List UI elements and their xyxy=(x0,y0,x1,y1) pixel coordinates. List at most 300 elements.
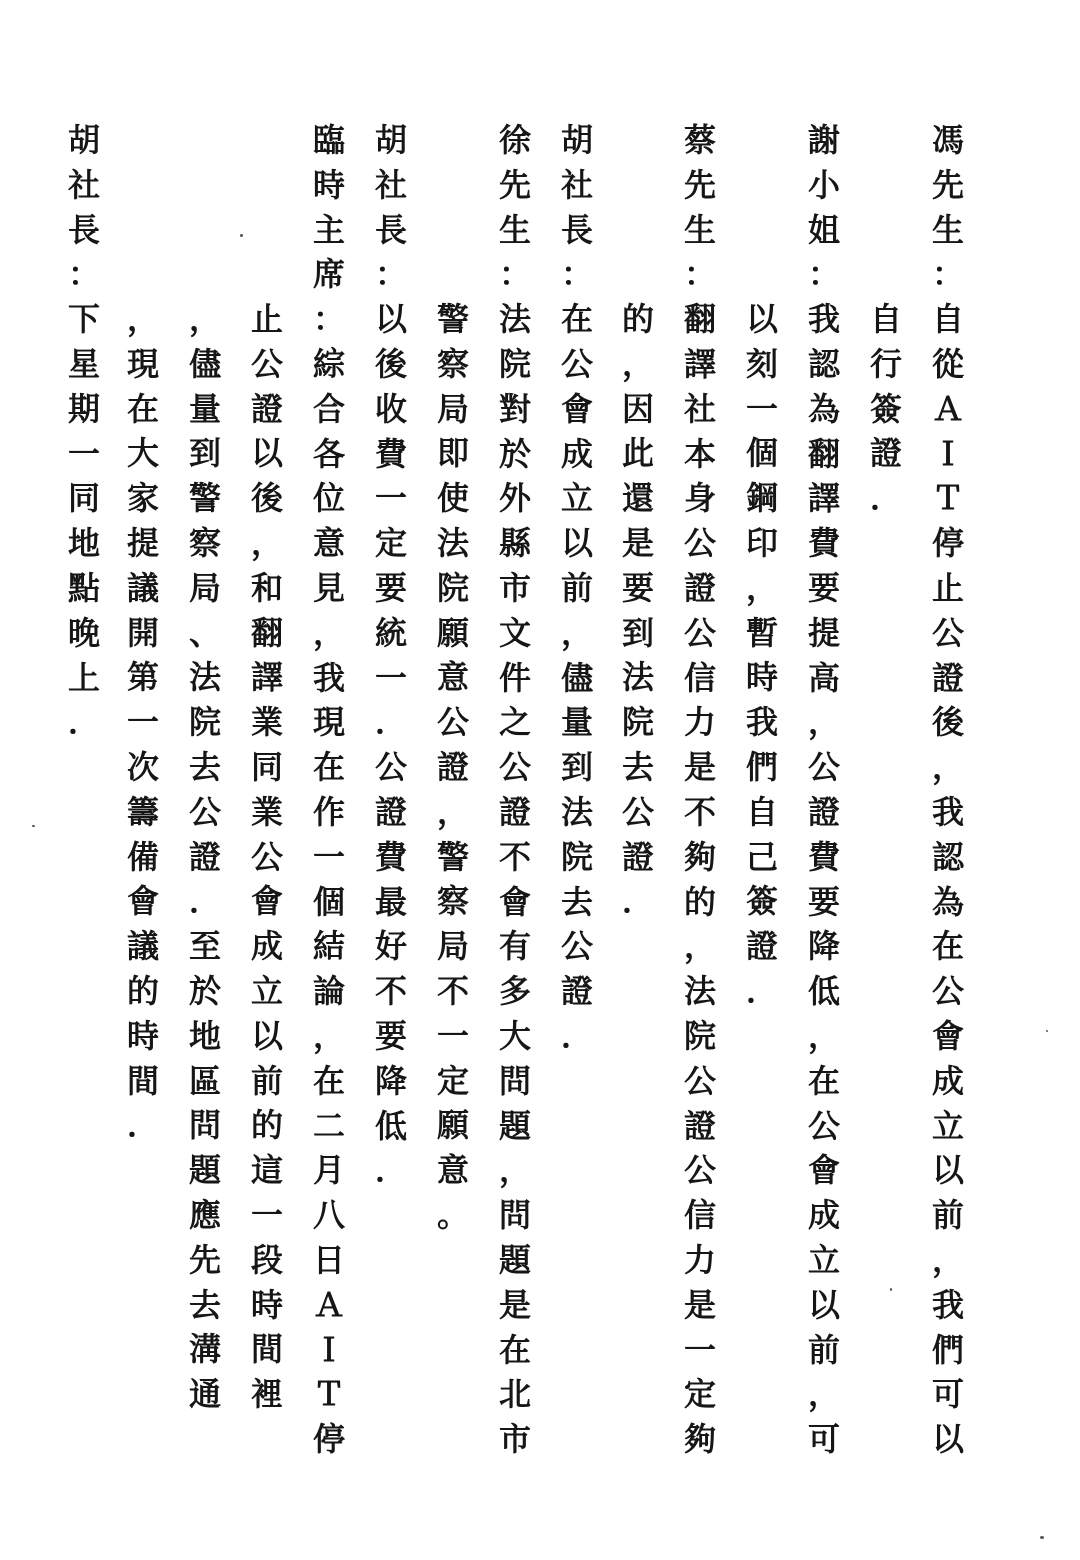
glyph: 通 xyxy=(188,1375,221,1414)
glyph: 各 xyxy=(312,434,345,473)
glyph: 公 xyxy=(931,972,964,1011)
glyph: 大 xyxy=(126,434,159,473)
glyph: 我 xyxy=(931,1285,964,1324)
glyph: 第 xyxy=(126,658,159,697)
glyph: 前 xyxy=(250,1061,283,1100)
glyph: ． xyxy=(869,479,902,518)
glyph: ． xyxy=(67,703,100,742)
glyph: 個 xyxy=(745,434,778,473)
glyph: ． xyxy=(745,971,778,1010)
glyph: 以 xyxy=(931,1420,964,1459)
glyph: 費 xyxy=(807,524,840,563)
glyph: Ｉ xyxy=(931,434,964,473)
glyph: 前 xyxy=(560,568,593,607)
glyph: 生 xyxy=(683,210,716,249)
glyph: 們 xyxy=(745,747,778,786)
glyph: ， xyxy=(188,300,221,338)
glyph: 公 xyxy=(931,613,964,652)
glyph: 警 xyxy=(188,479,221,518)
glyph: 期 xyxy=(67,389,100,428)
glyph: 鋼 xyxy=(745,479,778,518)
glyph: 立 xyxy=(807,1240,840,1279)
glyph: 儘 xyxy=(188,344,221,383)
glyph: ． xyxy=(126,1106,159,1145)
text-column xyxy=(430,297,476,1238)
glyph: 間 xyxy=(250,1330,283,1369)
glyph: 暫 xyxy=(745,613,778,652)
glyph: 是 xyxy=(683,1285,716,1324)
glyph: 個 xyxy=(312,882,345,921)
glyph: 費 xyxy=(374,434,407,473)
glyph: 譯 xyxy=(683,344,716,383)
glyph: 院 xyxy=(560,837,593,876)
glyph: 議 xyxy=(126,927,159,966)
glyph: 先 xyxy=(498,165,531,204)
glyph: 認 xyxy=(931,837,964,876)
glyph: 問 xyxy=(498,1061,531,1100)
glyph: 會 xyxy=(126,882,159,921)
glyph: 收 xyxy=(374,389,407,428)
glyph: 合 xyxy=(312,389,345,428)
glyph: 使 xyxy=(436,479,469,518)
glyph: 時 xyxy=(126,1016,159,1055)
glyph: 院 xyxy=(188,703,221,742)
text-column xyxy=(368,118,414,1193)
glyph: 為 xyxy=(931,882,964,921)
glyph: 意 xyxy=(436,658,469,697)
glyph: 大 xyxy=(498,1016,531,1055)
glyph: 應 xyxy=(188,1195,221,1234)
glyph: 於 xyxy=(188,971,221,1010)
glyph: 間 xyxy=(126,1061,159,1100)
glyph: 法 xyxy=(621,658,654,697)
glyph: 定 xyxy=(436,1061,469,1100)
glyph: 作 xyxy=(312,792,345,831)
glyph: 願 xyxy=(436,1106,469,1145)
glyph: 可 xyxy=(931,1375,964,1414)
glyph: 公 xyxy=(683,613,716,652)
glyph: 題 xyxy=(498,1106,531,1145)
glyph: 見 xyxy=(312,568,345,607)
glyph: 止 xyxy=(931,568,964,607)
glyph: 公 xyxy=(683,524,716,563)
glyph: ， xyxy=(745,568,778,607)
glyph: 公 xyxy=(807,748,840,787)
glyph: 成 xyxy=(807,1196,840,1235)
glyph: 我 xyxy=(931,792,964,831)
glyph: 印 xyxy=(745,523,778,562)
glyph: ， xyxy=(807,1016,840,1055)
glyph: 謝 xyxy=(807,121,840,159)
glyph: Ａ xyxy=(931,389,964,428)
glyph: 最 xyxy=(374,882,407,921)
glyph: 院 xyxy=(621,703,654,742)
glyph: ． xyxy=(374,1151,407,1190)
glyph: 法 xyxy=(436,523,469,562)
glyph: 立 xyxy=(931,1106,964,1145)
glyph: 簽 xyxy=(869,389,902,428)
glyph: 的 xyxy=(250,1106,283,1145)
glyph: 一 xyxy=(250,1195,283,1234)
glyph: 議 xyxy=(126,568,159,607)
glyph: ， xyxy=(560,613,593,652)
glyph: 。 xyxy=(436,1195,469,1234)
glyph: 夠 xyxy=(683,837,716,876)
glyph: 問 xyxy=(188,1106,221,1145)
scan-speck xyxy=(1040,1536,1044,1539)
glyph: 證 xyxy=(745,927,778,966)
glyph: 自 xyxy=(931,300,964,339)
glyph: 件 xyxy=(498,658,531,697)
glyph: 統 xyxy=(374,613,407,652)
glyph: 後 xyxy=(250,479,283,518)
glyph: 備 xyxy=(126,837,159,876)
glyph: 夠 xyxy=(683,1420,716,1459)
glyph: 停 xyxy=(312,1420,345,1459)
glyph: 馮 xyxy=(931,121,964,159)
glyph: 翻 xyxy=(807,434,840,473)
glyph: 去 xyxy=(188,1285,221,1324)
glyph: 二 xyxy=(312,1106,345,1145)
glyph: 的 xyxy=(126,971,159,1010)
glyph: 要 xyxy=(807,882,840,921)
text-column xyxy=(925,118,971,1462)
text-column xyxy=(244,297,290,1417)
glyph: 要 xyxy=(374,568,407,607)
glyph: 生 xyxy=(931,210,964,249)
glyph: 從 xyxy=(931,344,964,383)
glyph: 法 xyxy=(560,792,593,831)
glyph: 證 xyxy=(931,658,964,697)
glyph: 的 xyxy=(683,882,716,921)
glyph: 時 xyxy=(250,1285,283,1324)
glyph: 以 xyxy=(807,1285,840,1324)
glyph: 警 xyxy=(436,300,469,338)
glyph: 我 xyxy=(312,658,345,697)
glyph: 們 xyxy=(931,1330,964,1369)
glyph: 蔡 xyxy=(683,121,716,159)
scan-speck xyxy=(240,234,243,237)
glyph: 月 xyxy=(312,1151,345,1190)
glyph: 會 xyxy=(560,389,593,428)
glyph: 社 xyxy=(683,389,716,428)
text-column xyxy=(677,118,723,1462)
glyph: 量 xyxy=(188,389,221,428)
glyph: 的 xyxy=(621,300,654,338)
glyph: 會 xyxy=(250,882,283,921)
glyph: 會 xyxy=(498,882,531,921)
glyph: 此 xyxy=(621,434,654,473)
glyph: 、 xyxy=(188,613,221,652)
glyph: 在 xyxy=(312,748,345,787)
glyph: Ａ xyxy=(312,1285,345,1324)
glyph: 題 xyxy=(498,1240,531,1279)
glyph: 在 xyxy=(560,300,593,339)
glyph: 家 xyxy=(126,479,159,518)
glyph: Ｔ xyxy=(312,1375,345,1414)
glyph: ， xyxy=(931,748,964,787)
glyph: 證 xyxy=(560,972,593,1011)
glyph: 一 xyxy=(683,1330,716,1369)
glyph: 信 xyxy=(683,1196,716,1235)
glyph: 公 xyxy=(188,792,221,831)
glyph: 臨 xyxy=(312,121,345,159)
glyph: 一 xyxy=(67,434,100,473)
glyph: 意 xyxy=(436,1151,469,1190)
glyph: 證 xyxy=(436,747,469,786)
glyph: 社 xyxy=(560,165,593,204)
glyph: 同 xyxy=(67,479,100,518)
glyph: ， xyxy=(498,1151,531,1190)
glyph: 開 xyxy=(126,613,159,652)
glyph: 前 xyxy=(931,1196,964,1235)
glyph: 公 xyxy=(374,748,407,787)
glyph: 還 xyxy=(621,479,654,518)
glyph: 證 xyxy=(807,792,840,831)
glyph: 證 xyxy=(250,389,283,428)
glyph: 院 xyxy=(498,344,531,383)
glyph: 不 xyxy=(436,971,469,1010)
glyph: 在 xyxy=(126,389,159,428)
glyph: 立 xyxy=(560,479,593,518)
glyph: 社 xyxy=(67,165,100,204)
glyph: 力 xyxy=(683,1240,716,1279)
glyph: 論 xyxy=(312,972,345,1011)
glyph: 去 xyxy=(188,747,221,786)
glyph: ， xyxy=(312,1016,345,1055)
glyph: 胡 xyxy=(67,121,100,159)
glyph: 不 xyxy=(498,837,531,876)
scan-speck xyxy=(32,825,35,827)
glyph: 院 xyxy=(683,1016,716,1055)
glyph: 公 xyxy=(621,792,654,831)
glyph: 不 xyxy=(374,972,407,1011)
glyph: 一 xyxy=(374,658,407,697)
scan-speck xyxy=(890,1288,892,1291)
glyph: 院 xyxy=(436,568,469,607)
glyph: 時 xyxy=(745,658,778,697)
glyph: ： xyxy=(312,300,345,339)
glyph: 下 xyxy=(67,300,100,339)
glyph: 先 xyxy=(188,1240,221,1279)
glyph: 到 xyxy=(621,613,654,652)
glyph: 時 xyxy=(312,165,345,204)
glyph: 之 xyxy=(498,703,531,742)
glyph: 地 xyxy=(188,1016,221,1055)
glyph: 溝 xyxy=(188,1330,221,1369)
glyph: 一 xyxy=(374,479,407,518)
glyph: 席 xyxy=(312,255,345,294)
glyph: 胡 xyxy=(560,121,593,159)
glyph: 公 xyxy=(683,1151,716,1190)
glyph: 徐 xyxy=(498,121,531,159)
glyph: 題 xyxy=(188,1151,221,1190)
glyph: 一 xyxy=(745,389,778,428)
glyph: ， xyxy=(126,300,159,338)
glyph: 行 xyxy=(869,344,902,383)
glyph: 以 xyxy=(560,524,593,563)
glyph: ， xyxy=(250,523,283,562)
glyph: 市 xyxy=(498,568,531,607)
glyph: Ｉ xyxy=(312,1330,345,1369)
glyph: 成 xyxy=(250,927,283,966)
glyph: 可 xyxy=(807,1420,840,1459)
glyph: 法 xyxy=(683,972,716,1011)
glyph: 翻 xyxy=(683,300,716,339)
glyph: 證 xyxy=(683,568,716,607)
glyph: 以 xyxy=(250,1016,283,1055)
glyph: 業 xyxy=(250,792,283,831)
glyph: 主 xyxy=(312,210,345,249)
glyph: 公 xyxy=(250,344,283,383)
glyph: 公 xyxy=(560,344,593,383)
glyph: 高 xyxy=(807,658,840,697)
glyph: 提 xyxy=(807,613,840,652)
text-column xyxy=(554,118,600,1059)
glyph: 長 xyxy=(374,210,407,249)
glyph: 對 xyxy=(498,389,531,428)
glyph: 位 xyxy=(312,479,345,518)
glyph: 八 xyxy=(312,1196,345,1235)
glyph: 成 xyxy=(560,434,593,473)
glyph: 後 xyxy=(931,703,964,742)
glyph: 是 xyxy=(621,523,654,562)
glyph: 察 xyxy=(188,523,221,562)
glyph: ： xyxy=(374,255,407,294)
glyph: 止 xyxy=(250,300,283,338)
glyph: 市 xyxy=(498,1420,531,1459)
glyph: 同 xyxy=(250,747,283,786)
glyph: ： xyxy=(931,255,964,294)
glyph: 到 xyxy=(188,434,221,473)
glyph: 在 xyxy=(498,1330,531,1369)
glyph: 局 xyxy=(436,927,469,966)
glyph: 法 xyxy=(498,300,531,339)
glyph: 我 xyxy=(745,703,778,742)
glyph: 去 xyxy=(621,747,654,786)
glyph: 局 xyxy=(188,568,221,607)
glyph: 願 xyxy=(436,613,469,652)
glyph: 要 xyxy=(374,1016,407,1055)
glyph: 證 xyxy=(621,837,654,876)
glyph: 警 xyxy=(436,837,469,876)
glyph: 長 xyxy=(560,210,593,249)
glyph: ： xyxy=(498,255,531,294)
glyph: ， xyxy=(436,792,469,831)
glyph: 信 xyxy=(683,658,716,697)
glyph: 要 xyxy=(621,568,654,607)
glyph: 後 xyxy=(374,344,407,383)
glyph: 這 xyxy=(250,1151,283,1190)
glyph: 去 xyxy=(560,882,593,921)
glyph: 力 xyxy=(683,703,716,742)
glyph: 儘 xyxy=(560,658,593,697)
glyph: 公 xyxy=(807,1106,840,1145)
glyph: 自 xyxy=(869,300,902,338)
glyph: 縣 xyxy=(498,524,531,563)
glyph: 翻 xyxy=(250,613,283,652)
glyph: 為 xyxy=(807,389,840,428)
glyph: 好 xyxy=(374,927,407,966)
glyph: 我 xyxy=(807,300,840,339)
glyph: 降 xyxy=(374,1061,407,1100)
glyph: 以 xyxy=(374,300,407,339)
glyph: 會 xyxy=(931,1016,964,1055)
glyph: 問 xyxy=(498,1196,531,1235)
glyph: 晚 xyxy=(67,613,100,652)
glyph: ： xyxy=(807,255,840,294)
glyph: 譯 xyxy=(250,658,283,697)
glyph: 社 xyxy=(374,165,407,204)
scan-speck xyxy=(1046,1030,1048,1032)
glyph: 裡 xyxy=(250,1375,283,1414)
glyph: ， xyxy=(312,613,345,652)
glyph: ． xyxy=(621,882,654,921)
glyph: 成 xyxy=(931,1061,964,1100)
glyph: ： xyxy=(67,255,100,294)
glyph: 和 xyxy=(250,568,283,607)
text-column xyxy=(492,118,538,1462)
glyph: 察 xyxy=(436,344,469,383)
glyph: 提 xyxy=(126,523,159,562)
glyph: ： xyxy=(683,255,716,294)
glyph: ． xyxy=(374,703,407,742)
glyph: 意 xyxy=(312,524,345,563)
glyph: 段 xyxy=(250,1240,283,1279)
glyph: 現 xyxy=(312,703,345,742)
glyph: 文 xyxy=(498,613,531,652)
glyph: 證 xyxy=(869,434,902,473)
glyph: 低 xyxy=(807,972,840,1011)
glyph: 次 xyxy=(126,747,159,786)
glyph: 在 xyxy=(312,1061,345,1100)
glyph: Ｔ xyxy=(931,479,964,518)
glyph: ， xyxy=(931,1240,964,1279)
glyph: 刻 xyxy=(745,344,778,383)
text-column xyxy=(182,297,228,1417)
glyph: 有 xyxy=(498,927,531,966)
glyph: 一 xyxy=(126,703,159,742)
glyph: 地 xyxy=(67,524,100,563)
glyph: ： xyxy=(560,255,593,294)
glyph: 察 xyxy=(436,882,469,921)
glyph: 小 xyxy=(807,165,840,204)
glyph: 本 xyxy=(683,434,716,473)
glyph: 胡 xyxy=(374,121,407,159)
glyph: 點 xyxy=(67,568,100,607)
glyph: 證 xyxy=(683,1106,716,1145)
glyph: 公 xyxy=(498,748,531,787)
glyph: 以 xyxy=(931,1151,964,1190)
glyph: 多 xyxy=(498,972,531,1011)
glyph: 費 xyxy=(807,837,840,876)
glyph: 自 xyxy=(745,792,778,831)
text-column xyxy=(863,297,909,521)
glyph: 低 xyxy=(374,1106,407,1145)
glyph: ， xyxy=(683,927,716,966)
glyph: 公 xyxy=(560,927,593,966)
glyph: 會 xyxy=(807,1151,840,1190)
glyph: 以 xyxy=(745,300,778,338)
glyph: 以 xyxy=(250,434,283,473)
glyph: 到 xyxy=(560,748,593,787)
glyph: 要 xyxy=(807,568,840,607)
glyph: ， xyxy=(807,703,840,742)
glyph: 先 xyxy=(683,165,716,204)
glyph: 證 xyxy=(374,792,407,831)
text-column xyxy=(61,118,107,745)
glyph: 北 xyxy=(498,1375,531,1414)
